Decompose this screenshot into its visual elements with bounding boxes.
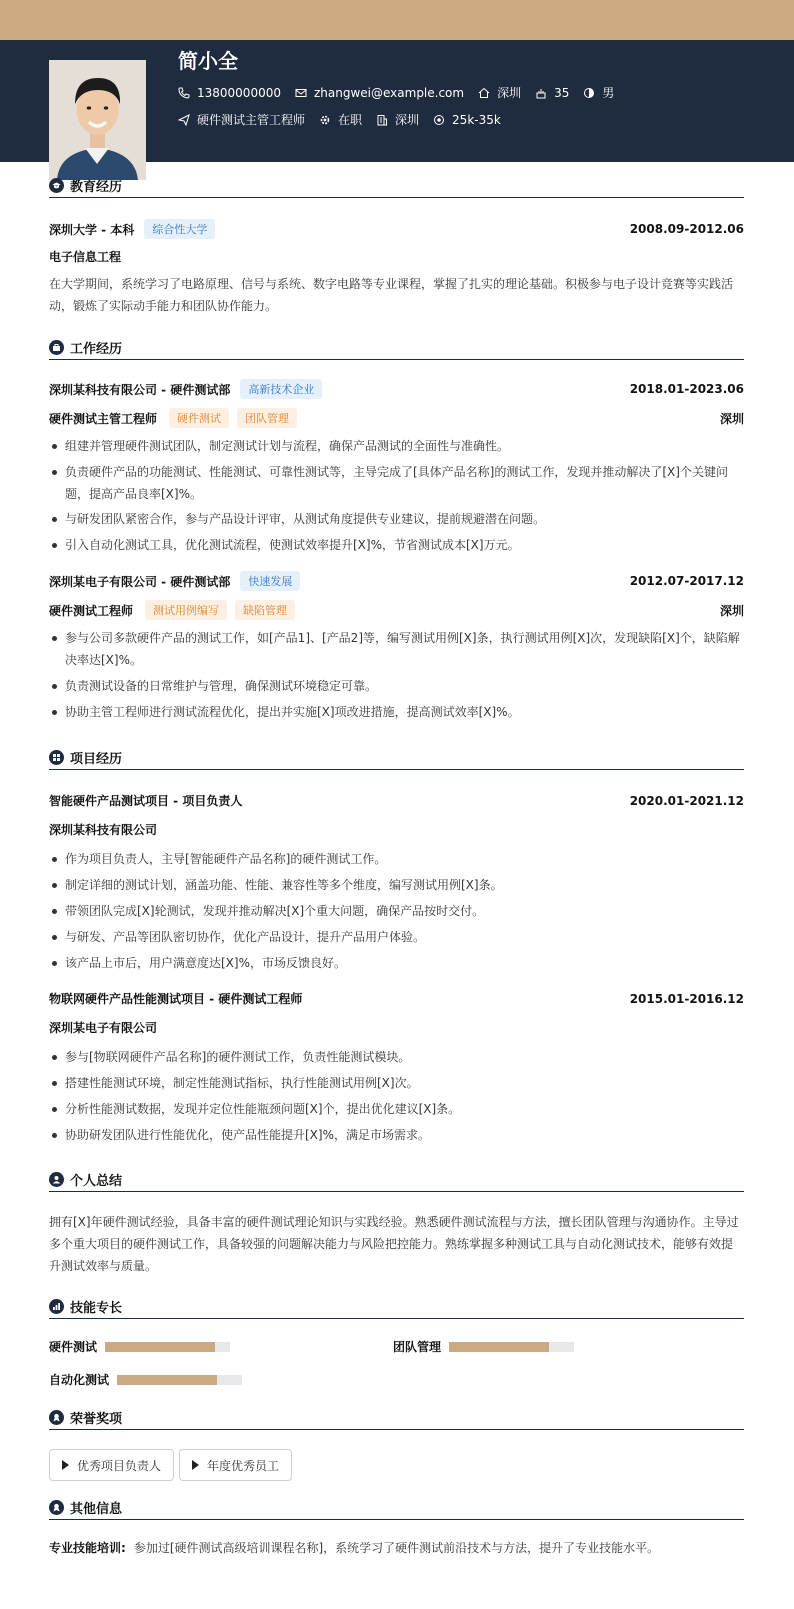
mail-icon	[295, 87, 307, 99]
project-2-date: 2015.01-2016.12	[629, 991, 744, 1006]
email-text: zhangwei@example.com	[313, 85, 465, 100]
salary-text: 25k-35k	[452, 112, 501, 127]
work-2-bullet-3: 协助主管工程师进行测试流程优化，提出并实施[X]项改进措施，提高测试效率[X]%。	[49, 701, 744, 723]
education-section-header	[49, 174, 744, 198]
project-1-name: 智能硬件产品测试项目 - 项目负责人	[49, 794, 243, 808]
award-1-text: 优秀项目负责人	[77, 1458, 162, 1473]
skill-1-bar	[105, 1342, 230, 1352]
project-2-company-row	[49, 1019, 744, 1036]
work-1-title: 硬件测试主管工程师	[49, 411, 158, 426]
education-title: 教育经历	[70, 180, 123, 195]
other-text: 参加过[硬件测试高级培训课程名称]，系统学习了硬件测试前沿技术与方法，提升了专业技能水平。	[133, 1541, 660, 1555]
work-2-date: 2012.07-2017.12	[629, 574, 744, 588]
work-1-header	[49, 379, 744, 399]
cake-icon	[535, 87, 547, 99]
major-row	[49, 248, 744, 265]
skill-item	[49, 1371, 242, 1388]
info-icon	[49, 1500, 64, 1515]
work-1-bullet-1: 组建并管理硬件测试团队，制定测试计划与流程，确保产品测试的全面性与准确性。	[49, 435, 744, 457]
skill-item	[49, 1338, 230, 1355]
gender-info	[583, 84, 614, 101]
age-text: 35	[554, 85, 570, 100]
salary-info	[433, 113, 501, 127]
skill-2-name: 团队管理	[393, 1340, 442, 1354]
phone-text: 13800000000	[197, 85, 281, 100]
award-badge	[179, 1449, 292, 1481]
other-label: 专业技能培训:	[49, 1541, 126, 1555]
target-city-info	[376, 111, 419, 128]
work-1-tag-1: 硬件测试	[169, 408, 229, 428]
position-text: 硬件测试主管工程师	[197, 113, 306, 127]
phone-icon	[178, 87, 190, 99]
projects-section-header	[49, 746, 744, 770]
work-2-header	[49, 571, 744, 591]
project-2-bullet-3: 分析性能测试数据，发现并定位性能瓶颈问题[X]个，提出优化建议[X]条。	[49, 1098, 744, 1120]
project-1-bullet-3: 带领团队完成[X]轮测试，发现并推动解决[X]个重大问题，确保产品按时交付。	[49, 900, 744, 922]
gender-icon	[583, 87, 595, 99]
skill-3-bar	[117, 1375, 242, 1385]
project-2-company: 深圳某电子有限公司	[49, 1021, 158, 1035]
age-info	[535, 86, 569, 100]
skill-item	[393, 1338, 574, 1355]
projects-title: 项目经历	[70, 752, 123, 767]
summary-title: 个人总结	[70, 1174, 123, 1189]
skill-3-fill	[117, 1375, 217, 1385]
project-1-bullet-1: 作为项目负责人，主导[智能硬件产品名称]的硬件测试工作。	[49, 848, 744, 870]
awards-section-header	[49, 1406, 744, 1430]
project-1-bullet-5: 该产品上市后，用户满意度达[X]%，市场反馈良好。	[49, 952, 744, 974]
work-1-date: 2018.01-2023.06	[629, 382, 744, 396]
user-icon	[49, 1172, 64, 1187]
gear-icon	[319, 114, 331, 126]
work-1-bullet-3: 与研发团队紧密合作，参与产品设计评审，从测试角度提供专业建议，提前规避潜在问题。	[49, 508, 744, 530]
work-1-company: 深圳某科技有限公司 - 硬件测试部	[49, 382, 231, 397]
award-badge	[49, 1449, 174, 1481]
work-1-tag-2: 团队管理	[237, 408, 297, 428]
job-intent-row	[178, 111, 515, 128]
work-2-city: 深圳	[719, 603, 744, 618]
city-info	[478, 84, 521, 101]
project-1-bullet-4: 与研发、产品等团队密切协作，优化产品设计，提升产品用户体验。	[49, 926, 744, 948]
summary-text: 拥有[X]年硬件测试经验，具备丰富的硬件测试理论知识与实践经验。熟悉硬件测试流程与方法，擅长团队管理与沟通协作。主导过多个重大项目的硬件测试工作，具备较强的问题解决能力与风险把控能力。熟练掌握多种测试工具与自动化测试技术，能够有效提升测试效率与质量。	[49, 1215, 739, 1273]
top-accent-band	[0, 0, 794, 40]
play-icon	[62, 1460, 69, 1470]
play-icon	[192, 1460, 199, 1470]
graduation-cap-icon	[49, 178, 64, 193]
awards-title: 荣誉奖项	[70, 1412, 123, 1427]
project-1-header	[49, 792, 744, 809]
work-1-company-tag: 高新技术企业	[240, 379, 322, 399]
other-info-row	[49, 1539, 744, 1556]
target-city-text: 深圳	[395, 113, 420, 127]
skill-1-name: 硬件测试	[49, 1340, 98, 1354]
avatar	[49, 60, 146, 180]
work-1-bullet-2: 负责硬件产品的功能测试、性能测试、可靠性测试等，主导完成了[具体产品名称]的测试工作，发现并推动解决了[X]个关键问题，提高产品良率[X]%。	[49, 461, 744, 505]
award-icon	[49, 1410, 64, 1425]
education-description: 在大学期间，系统学习了电路原理、信号与系统、数字电路等专业课程，掌握了扎实的理论基础。积极参与电子设计竞赛等实践活动，锻炼了实际动手能力和团队协作能力。	[49, 277, 734, 313]
work-2-bullet-1: 参与公司多款硬件产品的测试工作，如[产品1]、[产品2]等，编写测试用例[X]条，执行测试用例[X]次，发现缺陷[X]个，缺陷解决率达[X]%。	[49, 627, 744, 671]
send-icon	[178, 114, 190, 126]
project-2-name: 物联网硬件产品性能测试项目 - 硬件测试工程师	[49, 992, 303, 1006]
other-title: 其他信息	[70, 1502, 123, 1517]
phone-info	[178, 86, 281, 100]
skill-2-bar	[449, 1342, 574, 1352]
status-info	[319, 111, 362, 128]
work-section-header	[49, 336, 744, 360]
work-title: 工作经历	[70, 342, 123, 357]
work-2-tag-1: 测试用例编写	[145, 600, 227, 620]
major-name: 电子信息工程	[49, 250, 122, 264]
profile-header	[0, 40, 794, 162]
project-2-header	[49, 990, 744, 1007]
grid-icon	[49, 750, 64, 765]
project-1-company: 深圳某科技有限公司	[49, 823, 158, 837]
education-date: 2008.09-2012.06	[629, 222, 744, 236]
work-1-bullet-4: 引入自动化测试工具，优化测试流程，使测试效率提升[X]%，节省测试成本[X]万元。	[49, 534, 744, 556]
skill-3-name: 自动化测试	[49, 1373, 110, 1387]
project-2-bullet-1: 参与[物联网硬件产品名称]的硬件测试工作，负责性能测试模块。	[49, 1046, 744, 1068]
skill-1-fill	[105, 1342, 215, 1352]
skills-title: 技能专长	[70, 1301, 123, 1316]
work-2-role-row	[49, 600, 744, 620]
project-1-date: 2020.01-2021.12	[629, 793, 744, 808]
work-2-bullet-2: 负责测试设备的日常维护与管理，确保测试环境稳定可靠。	[49, 675, 744, 697]
project-1-bullet-2: 制定详细的测试计划，涵盖功能、性能、兼容性等多个维度，编写测试用例[X]条。	[49, 874, 744, 896]
project-1-company-row	[49, 821, 744, 838]
briefcase-icon	[49, 340, 64, 355]
candidate-name: 简小全	[178, 49, 238, 73]
work-2-tag-2: 缺陷管理	[235, 600, 295, 620]
gender-text: 男	[602, 86, 615, 100]
coin-icon	[433, 114, 445, 126]
work-1-role-row	[49, 408, 744, 428]
award-2-text: 年度优秀员工	[207, 1458, 280, 1473]
avatar-portrait-icon	[49, 60, 146, 180]
summary-section-header	[49, 1168, 744, 1192]
chart-icon	[49, 1299, 64, 1314]
building-icon	[376, 114, 388, 126]
other-section-header	[49, 1496, 744, 1520]
skill-2-fill	[449, 1342, 549, 1352]
project-2-bullet-4: 协助研发团队进行性能优化，使产品性能提升[X]%，满足市场需求。	[49, 1124, 744, 1146]
city-text: 深圳	[497, 86, 522, 100]
school-name: 深圳大学 - 本科	[49, 222, 135, 237]
contact-row	[178, 84, 628, 101]
school-tag: 综合性大学	[144, 219, 215, 239]
work-2-title: 硬件测试工程师	[49, 603, 134, 618]
home-icon	[478, 87, 490, 99]
work-2-company-tag: 快速发展	[240, 571, 300, 591]
work-1-city: 深圳	[719, 411, 744, 426]
project-2-bullet-2: 搭建性能测试环境，制定性能测试指标，执行性能测试用例[X]次。	[49, 1072, 744, 1094]
email-info	[295, 86, 464, 100]
work-2-company: 深圳某电子有限公司 - 硬件测试部	[49, 574, 231, 589]
skills-section-header	[49, 1295, 744, 1319]
education-header-row	[49, 219, 744, 239]
status-text: 在职	[338, 113, 363, 127]
position-info	[178, 111, 305, 128]
